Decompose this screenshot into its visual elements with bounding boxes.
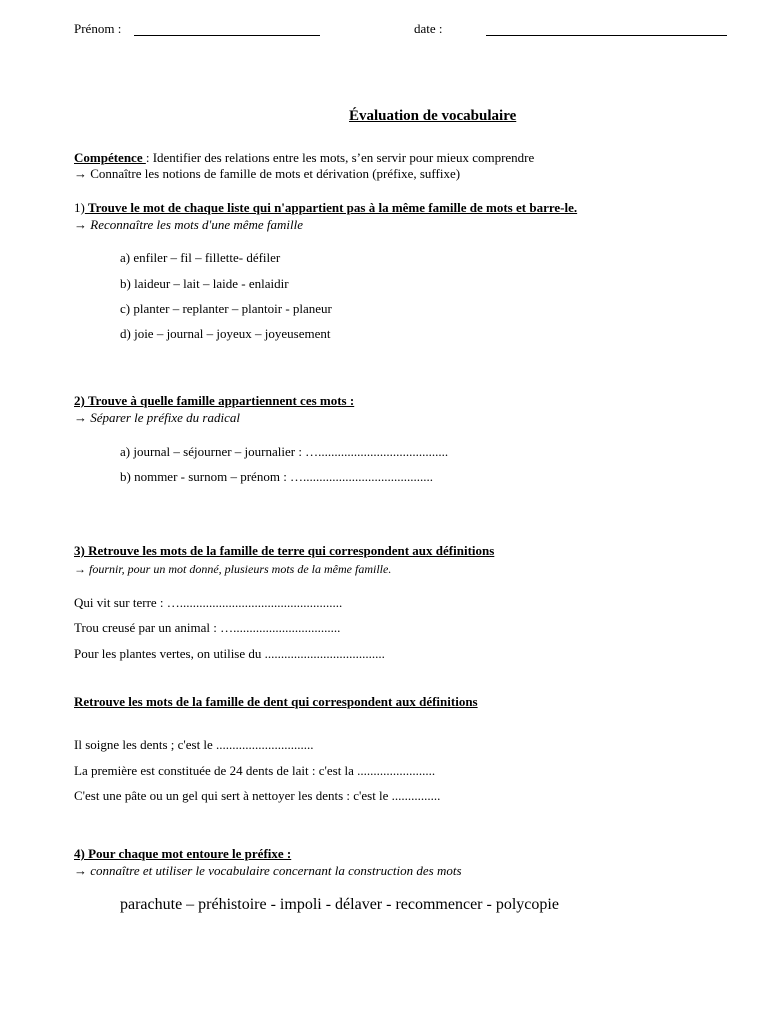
ex2-item-b[interactable]: b) nommer - surnom – prénom : …........................................: [120, 469, 434, 484]
ex1-item-d[interactable]: d) joie – journal – joyeux – joyeusement: [120, 326, 331, 341]
prenom-blank-line[interactable]: [134, 35, 320, 36]
competence-text: : Identifier des relations entre les mots, s’en servir pour mieux comprendre: [145, 150, 535, 165]
page-title: Évaluation de vocabulaire: [349, 108, 517, 124]
ex2-subtitle: → Séparer le préfixe du radical: [74, 410, 240, 425]
competence-label: Compétence: [74, 150, 146, 165]
competence-line: [74, 150, 534, 166]
ex3b-item-1[interactable]: Il soigne les dents ; c'est le ..............................: [74, 737, 314, 752]
ex3-item-3[interactable]: Pour les plantes vertes, on utilise du .....................................: [74, 646, 385, 661]
ex1-item-a[interactable]: a) enfiler – fil – fillette- défiler: [120, 250, 281, 265]
ex1-subtitle: → Reconnaître les mots d'une même famille: [74, 217, 304, 232]
ex3-subtitle: → fournir, pour un mot donné, plusieurs mots de la même famille.: [74, 562, 392, 576]
ex4-subtitle: → connaître et utiliser le vocabulaire concernant la construction des mots: [74, 863, 462, 878]
competence-line2: → Connaître les notions de famille de mots et dérivation (préfixe, suffixe): [74, 166, 461, 181]
ex3b-instruction: Retrouve les mots de la famille de dent qui correspondent aux définitions: [74, 694, 478, 709]
ex1-item-b[interactable]: b) laideur – lait – laide - enlaidir: [120, 276, 289, 291]
ex1-number: 1): [74, 200, 85, 215]
ex1-item-c[interactable]: c) planter – replanter – plantoir - planeur: [120, 301, 332, 316]
ex3-item-2[interactable]: Trou creusé par un animal : ….................................: [74, 620, 341, 635]
ex4-words[interactable]: parachute – préhistoire - impoli - délaver - recommencer - polycopie: [120, 896, 559, 913]
date-blank-line[interactable]: [486, 35, 727, 36]
ex3-item-1[interactable]: Qui vit sur terre : …..................................................: [74, 595, 343, 610]
ex2-item-a[interactable]: a) journal – séjourner – journalier : …........................................: [120, 444, 449, 459]
ex1-instruction-text: Trouve le mot de chaque liste qui n'appartient pas à la même famille de mots et barre-le.: [84, 200, 578, 215]
date-label: date :: [414, 21, 443, 36]
ex3-instruction: 3) Retrouve les mots de la famille de terre qui correspondent aux définitions: [74, 543, 495, 558]
ex3b-item-2[interactable]: La première est constituée de 24 dents de lait : c'est la ........................: [74, 763, 436, 778]
ex1-instruction: [74, 200, 577, 216]
prenom-label: Prénom :: [74, 21, 122, 36]
ex3b-item-3[interactable]: C'est une pâte ou un gel qui sert à nettoyer les dents : c'est le ...............: [74, 788, 441, 803]
ex4-instruction: 4) Pour chaque mot entoure le préfixe :: [74, 846, 292, 861]
ex2-instruction: 2) Trouve à quelle famille appartiennent ces mots :: [74, 393, 355, 408]
